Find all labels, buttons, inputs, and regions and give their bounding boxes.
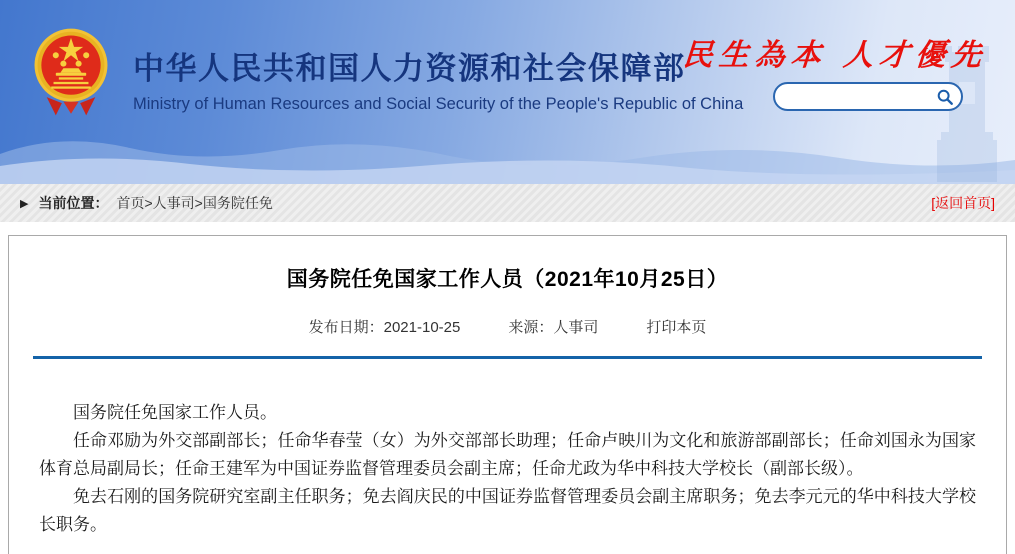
return-home-link[interactable]: [返回首页] [931,195,995,211]
article-source [508,316,598,337]
slogan-calligraphy: 民生為本 人才優先 [681,38,988,73]
breadcrumb-label: 当前位置： [38,195,109,211]
article-paragraph: 任命邓励为外交部副部长；任命华春莹（女）为外交部部长助理；任命卢映川为文化和旅游部副部长；任命刘国永为国家体育总局副局长；任命王建军为中国证券监督管理委员会副主席；任命尤政为华中科技大学校长（副部长级）。 [39,431,976,479]
publish-date [309,316,461,337]
ministry-name-cn: 中华人民共和国人力资源和社会保障部 [133,51,686,86]
breadcrumb-bar [0,184,1015,222]
site-header [0,0,1015,184]
article-paragraph: 免去石刚的国务院研究室副主任职务；免去阎庆民的中国证券监督管理委员会副主席职务；免去李元元的华中科技大学校长职务。 [39,487,976,535]
national-emblem [33,27,109,117]
print-page-link[interactable]: 打印本页 [646,319,707,336]
publish-date-value: 2021-10-25 [383,319,461,336]
search-icon [936,88,954,106]
breadcrumb-path[interactable]: 首页>人事司>国务院任免 [116,195,273,211]
search-button[interactable] [936,88,961,106]
title-divider [33,356,982,359]
publish-date-label: 发布日期： [308,319,384,336]
breadcrumb-marker-icon: ▶ [20,197,29,210]
search-box[interactable] [773,82,963,111]
article-paragraph: 国务院任免国家工作人员。 [73,403,277,423]
article-meta [9,316,1006,337]
header-titles [133,43,743,114]
article-title: 国务院任免国家工作人员（2021年10月25日） [286,268,729,291]
mountains-decoration [0,114,1015,184]
article-body [9,399,1006,539]
source-label: 来源： [508,319,554,336]
article-container [8,235,1007,554]
ministry-name-en: Ministry of Human Resources and Social Security of the People's Republic of China [133,95,744,113]
source-value: 人事司 [553,319,599,336]
search-input[interactable] [787,88,936,105]
